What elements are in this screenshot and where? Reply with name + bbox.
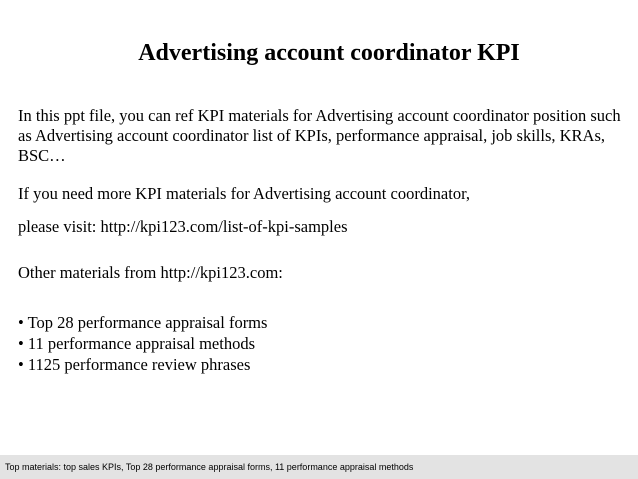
footer-bar: Top materials: top sales KPIs, Top 28 performance appraisal forms, 11 performance appraisal methods	[0, 455, 638, 479]
slide-title: Advertising account coordinator KPI	[138, 40, 520, 66]
visit-link-paragraph: please visit: http://kpi123.com/list-of-kpi-samples	[18, 217, 348, 236]
more-materials-paragraph: If you need more KPI materials for Advertising account coordinator,	[18, 184, 471, 203]
list-item: • 11 performance appraisal methods	[18, 334, 255, 353]
list-item: • 1125 performance review phrases	[18, 355, 251, 374]
intro-paragraph: In this ppt file, you can ref KPI materials for Advertising account coordinator position such as Advertising account coordinator list of KPIs, performance appraisal, job skills, KRAs, BSC…	[18, 106, 621, 165]
other-materials-heading: Other materials from http://kpi123.com:	[18, 263, 283, 282]
materials-list	[18, 312, 267, 375]
list-item: • Top 28 performance appraisal forms	[18, 313, 268, 332]
